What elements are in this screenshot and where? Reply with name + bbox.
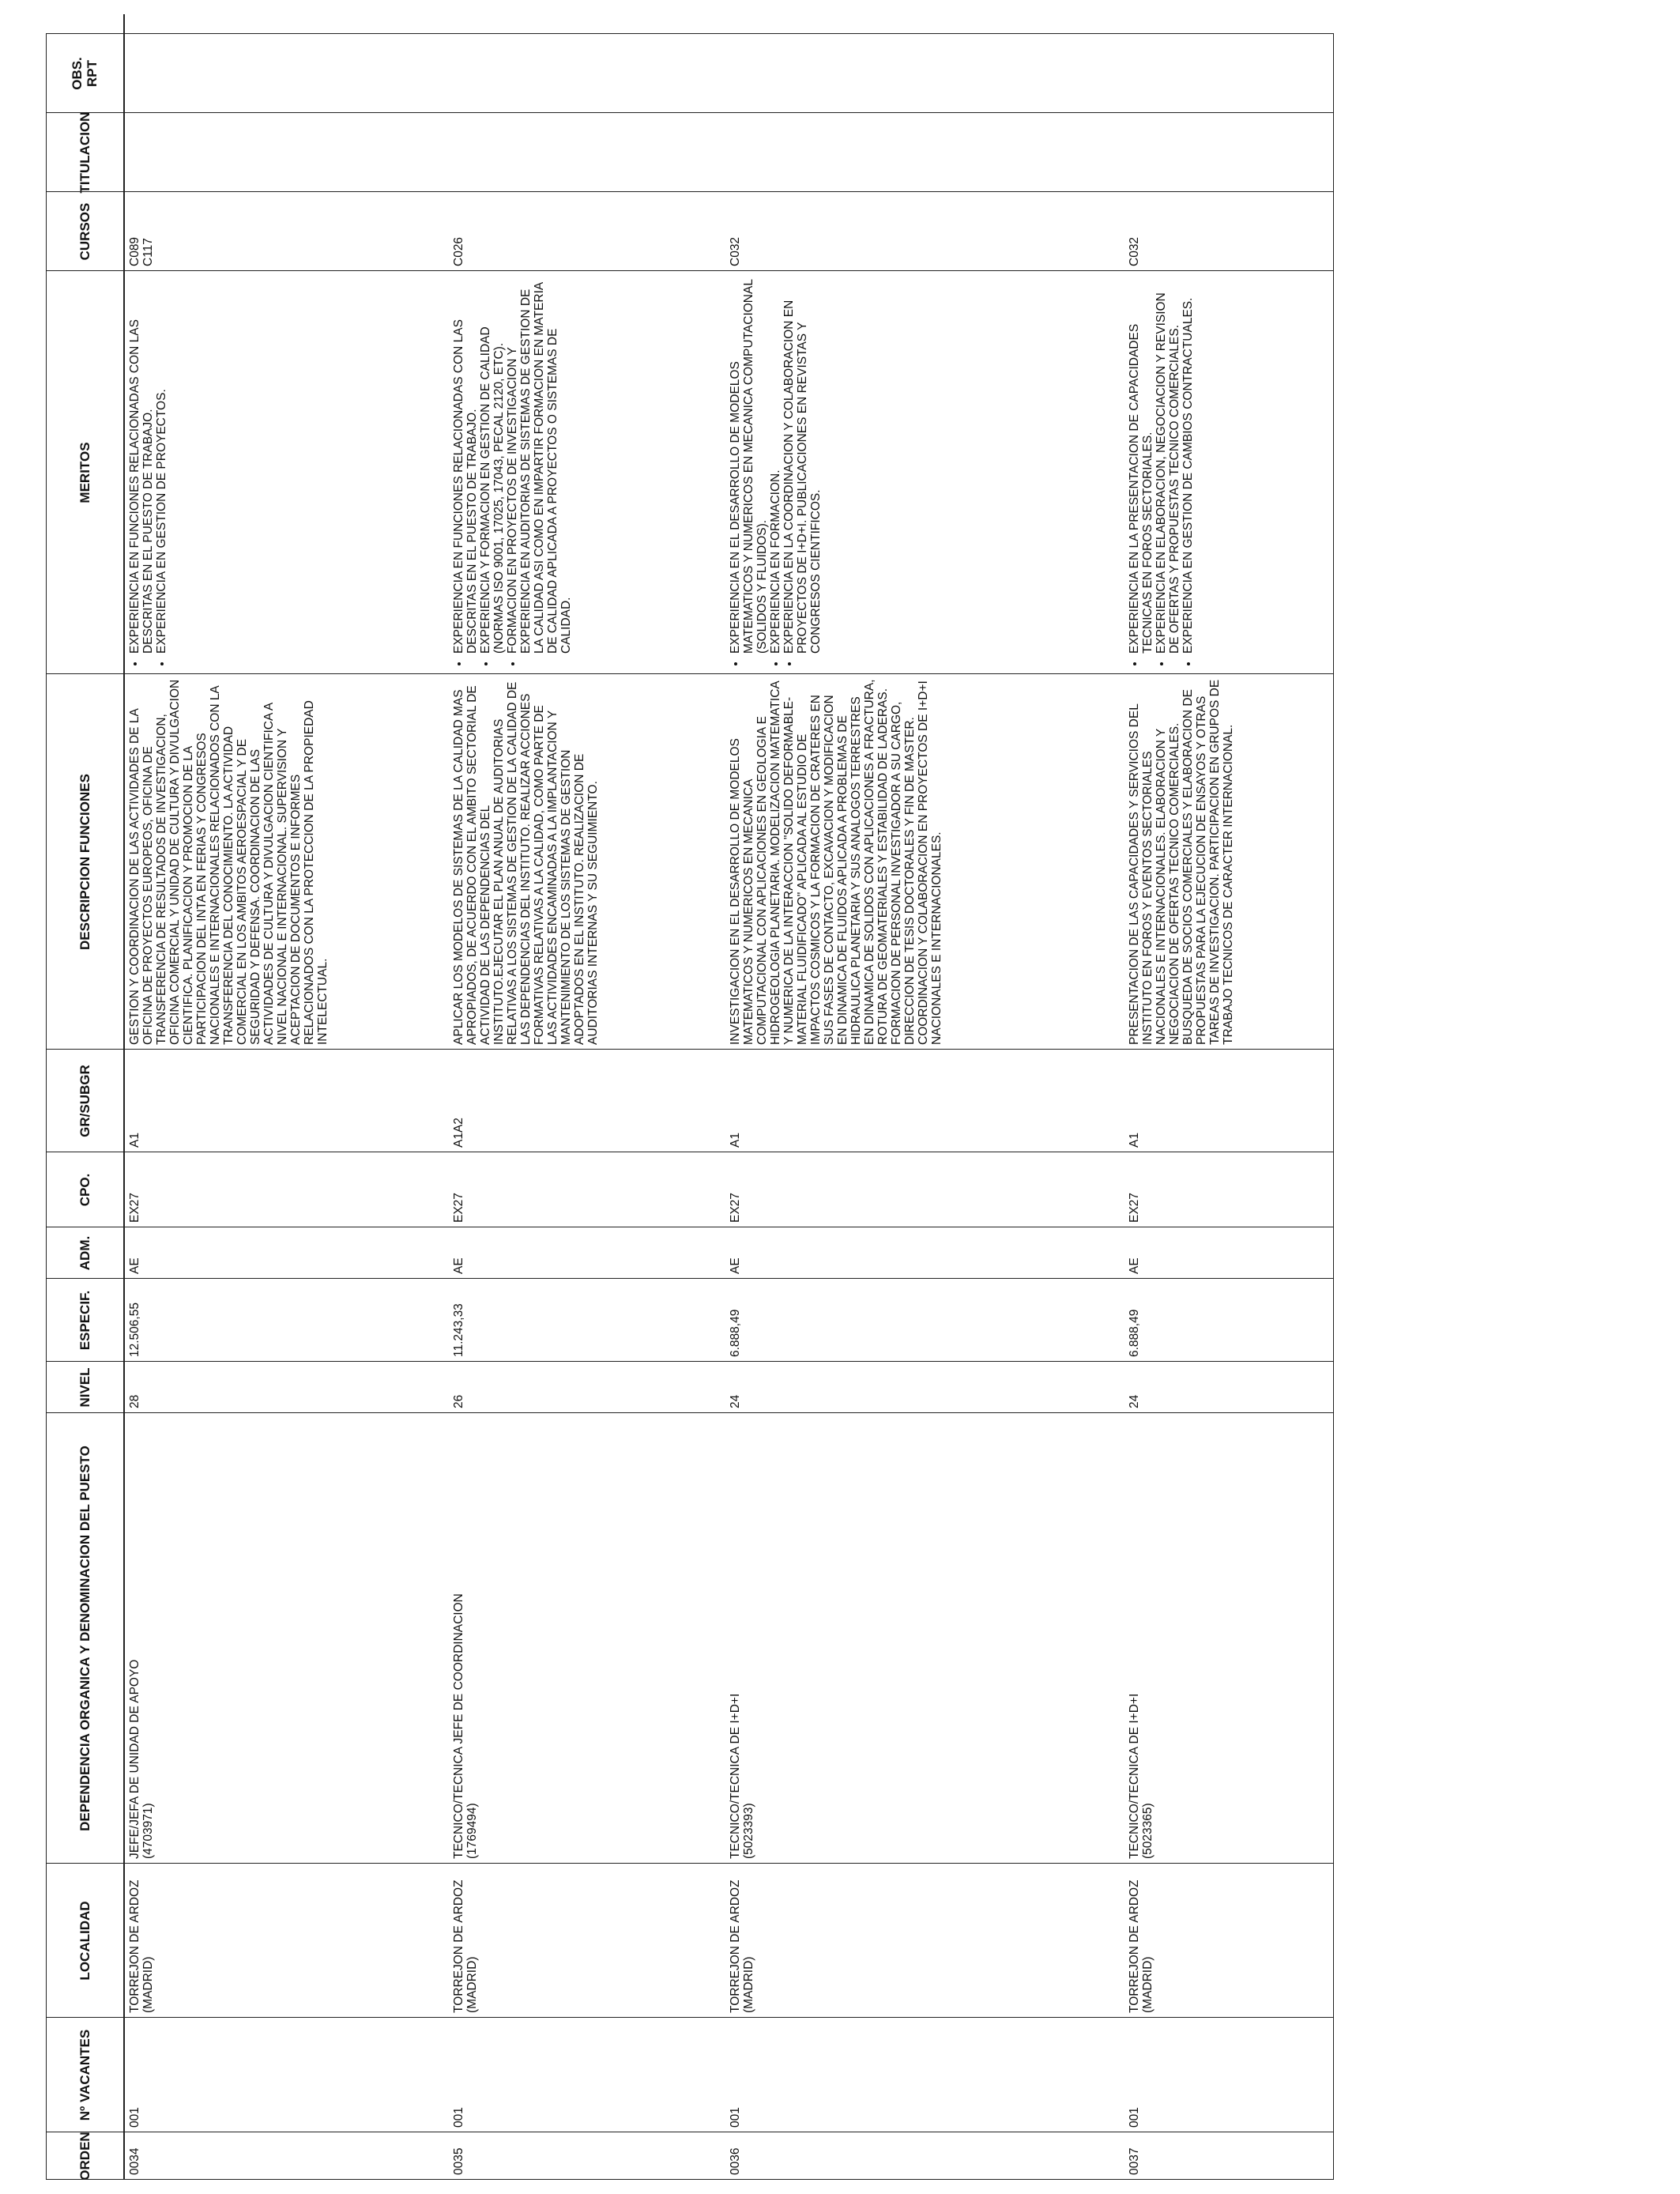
- curso-code: C089: [128, 236, 141, 266]
- cell-orden: 0035: [452, 2147, 465, 2175]
- puesto-code: (5023393): [742, 1803, 755, 1859]
- merito-item: • EXPERIENCIA EN EL DESARROLLO DE MODELOS MATEMATICOS Y NUMERICOS EN MECANICA COMPUTACIONAL (SOLIDOS Y FLUIDOS).: [729, 276, 769, 654]
- table-row: [447, 14, 724, 2180]
- curso-code: C117: [141, 238, 155, 266]
- cell-especif: 6.888,49: [1128, 1309, 1141, 1357]
- cell-localidad: [1123, 1864, 1155, 2018]
- column-divider: [46, 1412, 1334, 1413]
- header-especif: ESPECIF.: [77, 1290, 92, 1351]
- cell-vacantes: 001: [128, 2107, 141, 2128]
- cell-adm: AE: [1128, 1257, 1141, 1274]
- header-nivel: NIVEL: [77, 1367, 92, 1408]
- localidad-line2: (MADRID): [1141, 1956, 1155, 2013]
- column-divider: [46, 2179, 1334, 2180]
- header-titulacion: TITULACION: [77, 111, 92, 194]
- puesto-code: (5023365): [1141, 1803, 1155, 1859]
- cell-nivel: 26: [452, 1394, 465, 1408]
- header-orden: ORDEN: [77, 2132, 92, 2181]
- cell-nivel: 28: [128, 1394, 141, 1408]
- header-dependencia: DEPENDENCIA ORGANICA Y DENOMINACION DEL PUESTO: [77, 1446, 92, 1831]
- table-header: [46, 14, 125, 2180]
- cell-gr: A1A2: [452, 1118, 465, 1148]
- column-divider: [46, 1863, 1334, 1864]
- cell-cursos: [724, 192, 742, 271]
- puesto-name: JEFE/JEFA DE UNIDAD DE APOYO: [128, 1659, 141, 1859]
- cell-especif: 6.888,49: [729, 1309, 742, 1357]
- cell-vacantes: 001: [1128, 2107, 1141, 2128]
- merito-item: • EXPERIENCIA Y FORMACION EN GESTION DE CALIDAD (NORMAS ISO 9001, 17025, 17043, PECAL 2120, ETC).: [479, 276, 506, 654]
- cell-meritos: [1123, 271, 1195, 674]
- merito-item: • EXPERIENCIA EN LA COORDINACION Y COLABORACION EN PROYECTOS DE I+D+I. PUBLICACIONES EN REVISTAS Y CONGRESOS CIENTIFICOS.: [782, 276, 823, 654]
- cell-localidad: [447, 1864, 479, 2018]
- cell-cpo: EX27: [1128, 1193, 1141, 1223]
- cell-especif: 11.243,33: [452, 1303, 465, 1357]
- merito-item: • EXPERIENCIA EN FUNCIONES RELACIONADAS CON LAS DESCRITAS EN EL PUESTO DE TRABAJO.: [452, 276, 479, 654]
- header-meritos: MERITOS: [77, 442, 92, 503]
- table-bottom-border: [1333, 33, 1334, 2180]
- curso-code: C032: [729, 236, 742, 266]
- cell-descripcion: GESTION Y COORDINACION DE LAS ACTIVIDADES DE LA OFICINA DE PROYECTOS EUROPEOS, OFICINA DE TRANSFERENCIA DE RESULTADOS DE INVESTIGACION, OFICINA COMERCIAL Y UNIDAD DE CULTURA Y DIVULGACION CIENTIFICA. PLANIFICACION Y PROMOCION DE LA PARTICIPACION DEL INTA EN FERIAS Y CONGRESOS NACIONALES E INTERNACIONALES RELACIONADOS CON LA TRANSFERENCIA DEL CONOCIMIENTO. LA ACTIVIDAD COMERCIAL EN LOS AMBITOS AEROESPACIAL Y DE SEGURIDAD Y DEFENSA. COORDINACION DE LAS ACTIVIDADES DE CULTURA Y DIVULGACION CIENTIFICA A NIVEL NACIONAL E INTERNACIONAL. SUPERVISION Y ACEPTACION DE DOCUMENTOS E INFORMES RELACIONADOS CON LA PROTECCION DE LA PROPIEDAD INTELECTUAL.: [128, 679, 330, 1045]
- cell-meritos: [123, 271, 168, 674]
- column-divider: [46, 1278, 1334, 1279]
- merito-item: • EXPERIENCIA EN GESTION DE CAMBIOS CONTRACTUALES.: [1181, 276, 1195, 654]
- cell-meritos: [724, 271, 823, 674]
- localidad-line2: (MADRID): [742, 1956, 755, 2013]
- cell-vacantes: 001: [452, 2107, 465, 2128]
- cell-adm: AE: [452, 1257, 465, 1274]
- localidad-line1: TORREJON DE ARDOZ: [128, 1879, 141, 2013]
- localidad-line1: TORREJON DE ARDOZ: [1128, 1879, 1141, 2013]
- table-top-border: [46, 33, 47, 2180]
- cell-cpo: EX27: [128, 1193, 141, 1223]
- cell-localidad: [123, 1864, 155, 2018]
- merito-item: • EXPERIENCIA EN LA PRESENTACION DE CAPACIDADES TECNICAS EN FOROS SECTORIALES.: [1128, 276, 1155, 654]
- cell-cpo: EX27: [729, 1193, 742, 1223]
- cell-nivel: 24: [1128, 1394, 1141, 1408]
- cell-adm: AE: [128, 1257, 141, 1274]
- column-divider: [46, 1049, 1334, 1050]
- header-cursos: CURSOS: [77, 202, 92, 261]
- curso-code: C026: [452, 236, 465, 266]
- column-divider: [46, 673, 1334, 674]
- merito-item: • EXPERIENCIA EN FORMACION.: [769, 276, 782, 654]
- cell-gr: A1: [1128, 1133, 1141, 1148]
- puesto-name: TECNICO/TECNICA DE I+D+I: [729, 1693, 742, 1859]
- column-divider: [46, 1361, 1334, 1362]
- cell-cursos: [1123, 192, 1141, 271]
- column-divider: [46, 112, 1334, 113]
- cell-descripcion: APLICAR LOS MODELOS DE SISTEMAS DE LA CALIDAD MAS APROPIADOS, DE ACUERDO CON EL AMBITO SECTORIAL DE ACTIVIDAD DE LAS DEPENDENCIAS DEL INSTITUTO.EJECUTAR EL PLAN ANUAL DE AUDITORIAS RELATIVAS A LOS SISTEMAS DE GESTION DE LA CALIDAD DE LAS DEPENDENCIAS DEL INSTITUTO. REALIZAR ACCIONES FORMATIVAS RELATIVAS A LA CALIDAD, COMO PARTE DE LAS ACTIVIDADES ENCAMINADAS A LA IMPLANTACION Y MANTENIMIENTO DE LOS SISTEMAS DE GESTION ADOPTADOS EN EL INSTITUTO. REALIZACION DE AUDITORIAS INTERNAS Y SU SEGUIMIENTO.: [452, 681, 600, 1045]
- localidad-line2: (MADRID): [141, 1956, 155, 2013]
- cell-orden: 0034: [128, 2147, 141, 2175]
- merito-item: • EXPERIENCIA EN GESTION DE PROYECTOS.: [155, 276, 168, 654]
- header-obs: [46, 34, 123, 113]
- cell-cursos: [447, 192, 465, 271]
- curso-code: C032: [1128, 236, 1141, 266]
- localidad-line1: TORREJON DE ARDOZ: [452, 1879, 465, 2013]
- cell-gr: A1: [128, 1133, 141, 1148]
- column-divider: [46, 33, 1334, 34]
- cell-adm: AE: [729, 1257, 742, 1274]
- cell-cursos: [123, 192, 155, 271]
- merito-item: • FORMACION EN PROYECTOS DE INVESTIGACION Y EXPERIENCIA EN AUDITORIAS DE SISTEMAS DE GESTION DE LA CALIDAD ASI COMO EN IMPARTIR FORMACION EN MATERIA DE CALIDAD APLICADA A PROYECTOS O SISTEMAS DE CALIDAD.: [506, 276, 573, 654]
- puesto-code: (4703971): [141, 1803, 155, 1859]
- table-row: [724, 14, 1123, 2180]
- header-vacantes: Nº VACANTES: [77, 2029, 92, 2121]
- meritos-list: [729, 276, 823, 669]
- header-cpo: CPO.: [77, 1173, 92, 1207]
- meritos-list: [1128, 276, 1195, 669]
- cell-cpo: EX27: [452, 1193, 465, 1223]
- puesto-name: TECNICO/TECNICA DE I+D+I: [1128, 1693, 1141, 1859]
- table-row: [1123, 14, 1334, 2180]
- column-divider: [46, 191, 1334, 192]
- header-localidad: LOCALIDAD: [77, 1901, 92, 1981]
- merito-item: • EXPERIENCIA EN FUNCIONES RELACIONADAS CON LAS DESCRITAS EN EL PUESTO DE TRABAJO.: [128, 276, 155, 654]
- puesto-name: TECNICO/TECNICA JEFE DE COORDINACION: [452, 1593, 465, 1859]
- column-divider: [46, 2017, 1334, 2018]
- cell-meritos: [447, 271, 573, 674]
- table-row: [123, 14, 447, 2180]
- localidad-line1: TORREJON DE ARDOZ: [729, 1879, 742, 2013]
- rpt-table: [46, 14, 1334, 2180]
- cell-nivel: 24: [729, 1394, 742, 1408]
- cell-vacantes: 001: [729, 2107, 742, 2128]
- cell-puesto: [447, 1413, 479, 1864]
- header-gr: GR/SUBGR: [77, 1065, 92, 1137]
- header-descripcion: DESCRIPCION FUNCIONES: [77, 774, 92, 950]
- header-obs-line2: RPT: [85, 60, 100, 87]
- cell-localidad: [724, 1864, 755, 2018]
- cell-descripcion: INVESTIGACION EN EL DESARROLLO DE MODELOS MATEMATICOS Y NUMERICOS EN MECANICA COMPUTACIONAL CON APLICACIONES EN GEOLOGIA E HIDROGEOLOGIA PLANETARIA. MODELIZACION MATEMATICA Y NUMERICA DE LA INTERACCION "SOLIDO DEFORMABLE-MATERIAL FLUIDIFICADO" APLICADA AL ESTUDIO DE IMPACTOS COSMICOS Y LA FORMACION DE CRATERES EN SUS FASES DE CONTACTO, EXCAVACION Y MODIFICACION EN DINAMICA DE FLUIDOS APLICADA A PROBLEMAS DE HIDRAULICA PLANETARIA Y SUS ANALOGOS TERRESTRES EN DINAMICA DE SOLIDOS CON APLICACIONES A FRACTURA, ROTURA DE GEOMATERIALES Y ESTABILIDAD DE LADERAS. FORMACION DE PERSONAL INVESTIGADOR A SU CARGO, DIRECCION DE TESIS DOCTORALES Y FIN DE MASTER. COORDINACION Y COLABORACION EN PROYECTOS DE I+D+I NACIONALES E INTERNACIONALES.: [729, 679, 944, 1045]
- cell-puesto: [724, 1413, 755, 1864]
- cell-puesto: [1123, 1413, 1155, 1864]
- header-adm: ADM.: [77, 1235, 92, 1271]
- cell-orden: 0036: [729, 2147, 742, 2175]
- cell-gr: A1: [729, 1133, 742, 1148]
- cell-orden: 0037: [1128, 2147, 1141, 2175]
- header-obs-line1: OBS.: [70, 57, 85, 90]
- meritos-list: [128, 276, 168, 669]
- cell-puesto: [123, 1413, 155, 1864]
- localidad-line2: (MADRID): [465, 1956, 479, 2013]
- puesto-code: (1769494): [465, 1803, 479, 1859]
- merito-item: • EXPERIENCIA EN ELABORACION, NEGOCIACION Y REVISION DE OFERTAS Y PROPUESTAS TECNICO COMERCIALES.: [1155, 276, 1181, 654]
- column-divider: [46, 270, 1334, 271]
- cell-especif: 12.506,55: [128, 1302, 141, 1357]
- meritos-list: [452, 276, 573, 669]
- cell-descripcion: PRESENTACION DE LAS CAPACIDADES Y SERVICIOS DEL INSTITUTO EN FOROS Y EVENTOS SECTORIALES NACIONALES E INTERNACIONALES. ELABORACION Y NEGOCIACION DE OFERTAS TECNICO COMERCIALES. BUSQUEDA DE SOCIOS COMERCIALES Y ELABORACION DE PROPUESTAS PARA LA EJECUCION DE ENSAYOS Y OTRAS TAREAS DE INVESTIGACION. PARTICIPACION EN GRUPOS DE TRABAJO TECNICOS DE CARACTER INTERNACIONAL.: [1128, 679, 1235, 1045]
